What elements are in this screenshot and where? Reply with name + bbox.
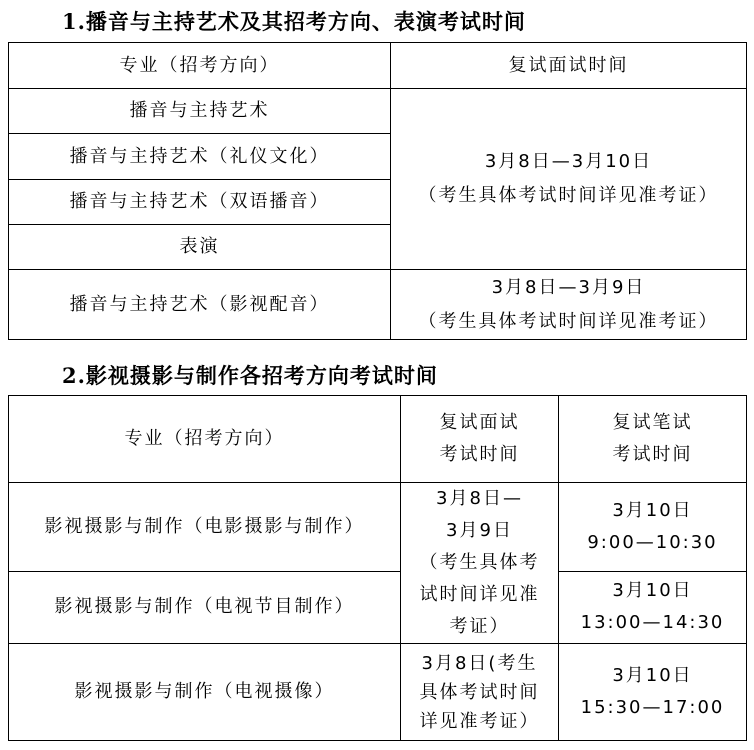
retest-date-b: 3月8日—3月9日 [491, 276, 646, 298]
cinematography-schedule-table [8, 395, 747, 741]
interview-time-cell-a [401, 483, 559, 644]
header-written-time [559, 396, 747, 483]
interview-a-line3: （考生具体考 [419, 552, 540, 573]
interview-a-line2: 3月9日 [446, 520, 513, 541]
written-time-cell-3 [559, 644, 747, 741]
major-tv-camerawork: 影视摄影与制作（电视摄像） [9, 644, 401, 741]
header-major: 专业（招考方向） [9, 396, 401, 483]
header-written-line2: 考试时间 [612, 444, 693, 465]
written-date-1: 3月10日 [612, 499, 693, 521]
broadcasting-schedule-table [8, 42, 747, 340]
retest-date-a: 3月8日—3月10日 [484, 151, 653, 172]
major-broadcasting-etiquette: 播音与主持艺术（礼仪文化） [9, 134, 391, 180]
section1-title: 1.播音与主持艺术及其招考方向、表演考试时间 [62, 9, 526, 34]
written-hours-1: 9:00—10:30 [587, 531, 718, 553]
interview-a-line1: 3月8日— [436, 488, 523, 509]
retest-time-cell-a [391, 89, 747, 270]
header-major: 专业（招考方向） [9, 43, 391, 89]
header-retest-time: 复试面试时间 [391, 43, 747, 89]
major-performance: 表演 [9, 225, 391, 270]
major-film-cinematography: 影视摄影与制作（电影摄影与制作） [9, 483, 401, 572]
header-interview-line1: 复试面试 [439, 412, 520, 433]
written-hours-2: 13:00—14:30 [580, 612, 725, 634]
interview-a-line4: 试时间详见准 [419, 584, 540, 605]
header-written-line1: 复试笔试 [612, 412, 693, 433]
header-interview-time [401, 396, 559, 483]
interview-b-line1: 3月8日(考生 [421, 652, 538, 674]
written-date-2: 3月10日 [612, 580, 693, 602]
written-time-cell-1 [559, 483, 747, 572]
interview-b-line2: 具体考试时间 [419, 681, 540, 703]
retest-note-b: （考生具体考试时间详见准考证） [418, 310, 719, 332]
major-broadcasting: 播音与主持艺术 [9, 89, 391, 134]
written-date-3: 3月10日 [612, 665, 693, 686]
header-interview-line2: 考试时间 [439, 444, 520, 465]
retest-note-a: （考生具体考试时间详见准考证） [418, 185, 719, 206]
major-broadcasting-bilingual: 播音与主持艺术（双语播音） [9, 180, 391, 225]
written-hours-3: 15:30—17:00 [580, 697, 725, 718]
retest-time-cell-b [391, 270, 747, 340]
interview-time-cell-b [401, 644, 559, 741]
major-tv-program-production: 影视摄影与制作（电视节目制作） [9, 571, 401, 643]
section2-title: 2.影视摄影与制作各招考方向考试时间 [62, 363, 438, 388]
interview-a-line5: 考证） [449, 616, 510, 637]
interview-b-line3: 详见准考证） [419, 710, 540, 732]
written-time-cell-2 [559, 571, 747, 643]
major-broadcasting-dubbing: 播音与主持艺术（影视配音） [9, 270, 391, 340]
